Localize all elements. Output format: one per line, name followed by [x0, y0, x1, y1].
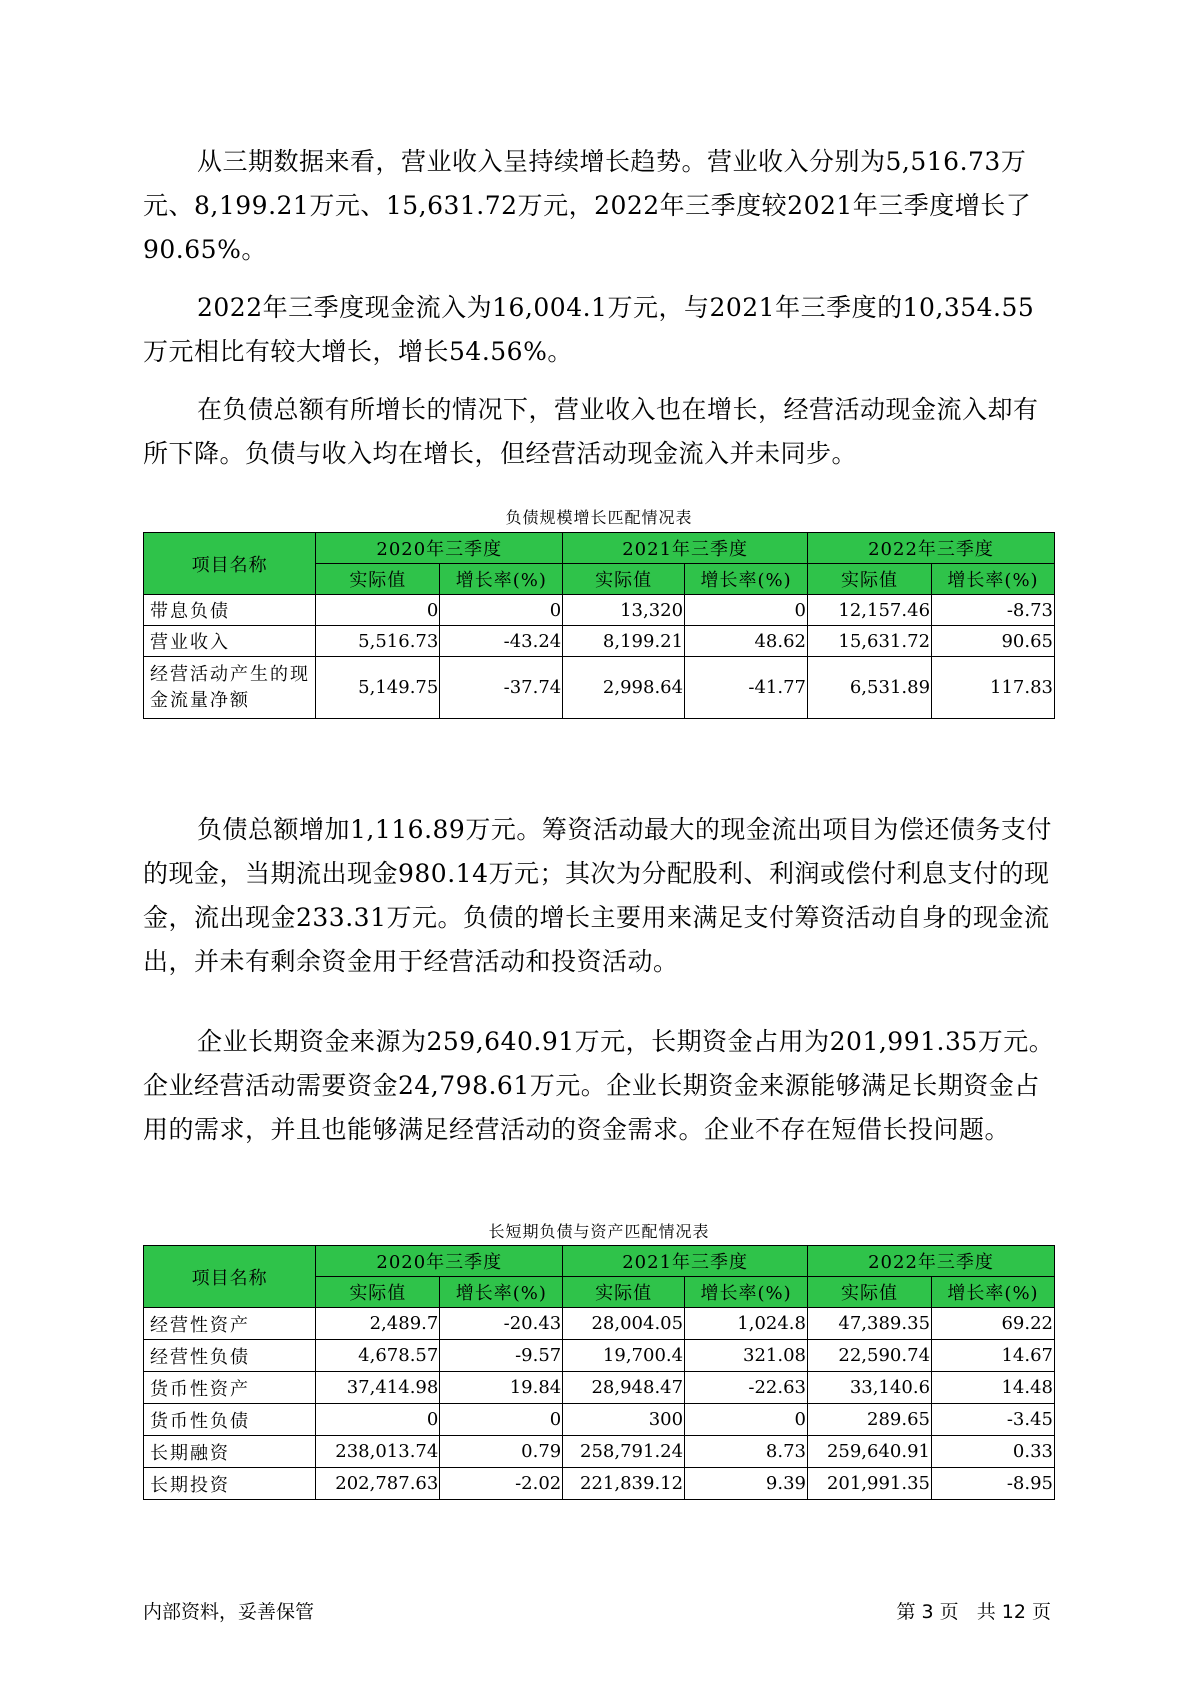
asset-liability-table [143, 1245, 1055, 1500]
cell-actual-2020: 202,787.63 [316, 1468, 440, 1500]
paragraph-debt-revenue: 在负债总额有所增长的情况下，营业收入也在增长，经营活动现金流入却有所下降。负债与收入均在增长，但经营活动现金流入并未同步。 [143, 395, 1039, 468]
cell-actual-2021: 13,320 [563, 595, 685, 626]
cell-growth-2021: 48.62 [685, 626, 808, 657]
cell-growth-2021: -22.63 [685, 1372, 808, 1404]
cell-growth-2020: -20.43 [440, 1308, 563, 1340]
cell-growth-2020: -2.02 [440, 1468, 563, 1500]
cell-growth-2022: -8.95 [932, 1468, 1055, 1500]
cell-growth-2022: 0.33 [932, 1436, 1055, 1468]
footer-confidential-note: 内部资料，妥善保管 [143, 1601, 315, 1623]
cell-growth-2022: 117.83 [932, 657, 1055, 719]
cell-actual-2021: 258,791.24 [563, 1436, 685, 1468]
cell-growth-2022: -8.73 [932, 595, 1055, 626]
cell-growth-2022: 14.67 [932, 1340, 1055, 1372]
cell-growth-2021: 0 [685, 595, 808, 626]
header-actual: 实际值 [316, 1277, 440, 1308]
cell-growth-2020: -9.57 [440, 1340, 563, 1372]
header-actual: 实际值 [563, 564, 685, 595]
cell-actual-2020: 0 [316, 595, 440, 626]
header-period-2020: 2020年三季度 [316, 1246, 563, 1277]
row-name: 长期投资 [144, 1468, 316, 1500]
header-growth: 增长率(%) [932, 1277, 1055, 1308]
row-name: 带息负债 [144, 595, 316, 626]
cell-growth-2021: 9.39 [685, 1468, 808, 1500]
table1-caption: 负债规模增长匹配情况表 [505, 508, 693, 527]
header-growth: 增长率(%) [440, 564, 563, 595]
paragraph-cash-inflow: 2022年三季度现金流入为16,004.1万元，与2021年三季度的10,354.55万元相比有较大增长，增长54.56%。 [143, 293, 1035, 366]
header-growth: 增长率(%) [685, 1277, 808, 1308]
footer-page-number: 第 3 页 共 12 页 [896, 1601, 1051, 1623]
cell-actual-2022: 6,531.89 [808, 657, 932, 719]
cell-growth-2021: 321.08 [685, 1340, 808, 1372]
cell-actual-2021: 221,839.12 [563, 1468, 685, 1500]
cell-actual-2022: 201,991.35 [808, 1468, 932, 1500]
cell-growth-2022: -3.45 [932, 1404, 1055, 1436]
table-row [144, 595, 1055, 626]
row-name: 经营性资产 [144, 1308, 316, 1340]
cell-actual-2021: 28,004.05 [563, 1308, 685, 1340]
cell-growth-2021: 0 [685, 1404, 808, 1436]
cell-actual-2022: 259,640.91 [808, 1436, 932, 1468]
cell-actual-2020: 37,414.98 [316, 1372, 440, 1404]
table-row [144, 1340, 1055, 1372]
header-actual: 实际值 [563, 1277, 685, 1308]
header-period-2020: 2020年三季度 [316, 533, 563, 564]
cell-actual-2020: 5,149.75 [316, 657, 440, 719]
paragraph-long-term-funding: 企业长期资金来源为259,640.91万元，长期资金占用为201,991.35万元。企业经营活动需要资金24,798.61万元。企业长期资金来源能够满足长期资金占用的需求，并且也能够满足经营活动的资金需求。企业不存在短借长投问题。 [143, 1027, 1055, 1144]
cell-actual-2022: 47,389.35 [808, 1308, 932, 1340]
header-period-2021: 2021年三季度 [563, 1246, 808, 1277]
table-row [144, 1436, 1055, 1468]
cell-actual-2022: 12,157.46 [808, 595, 932, 626]
table-row [144, 1468, 1055, 1500]
cell-actual-2022: 15,631.72 [808, 626, 932, 657]
cell-growth-2020: 0 [440, 595, 563, 626]
header-growth: 增长率(%) [932, 564, 1055, 595]
cell-actual-2020: 2,489.7 [316, 1308, 440, 1340]
table-row [144, 1372, 1055, 1404]
cell-growth-2020: -37.74 [440, 657, 563, 719]
cell-growth-2021: -41.77 [685, 657, 808, 719]
table-row [144, 1308, 1055, 1340]
cell-growth-2020: -43.24 [440, 626, 563, 657]
header-item-name: 项目名称 [144, 1246, 316, 1308]
header-item-name: 项目名称 [144, 533, 316, 595]
row-name: 经营活动产生的现金流量净额 [144, 657, 316, 719]
cell-actual-2022: 33,140.6 [808, 1372, 932, 1404]
debt-growth-table [143, 532, 1055, 719]
cell-growth-2022: 69.22 [932, 1308, 1055, 1340]
header-period-2022: 2022年三季度 [808, 533, 1055, 564]
table-row [144, 1404, 1055, 1436]
cell-actual-2022: 22,590.74 [808, 1340, 932, 1372]
row-name: 货币性资产 [144, 1372, 316, 1404]
cell-actual-2021: 2,998.64 [563, 657, 685, 719]
cell-actual-2020: 4,678.57 [316, 1340, 440, 1372]
cell-growth-2020: 0 [440, 1404, 563, 1436]
cell-growth-2021: 1,024.8 [685, 1308, 808, 1340]
cell-actual-2020: 238,013.74 [316, 1436, 440, 1468]
cell-actual-2020: 0 [316, 1404, 440, 1436]
cell-actual-2022: 289.65 [808, 1404, 932, 1436]
row-name: 长期融资 [144, 1436, 316, 1468]
cell-actual-2021: 8,199.21 [563, 626, 685, 657]
cell-actual-2021: 19,700.4 [563, 1340, 685, 1372]
paragraph-debt-increase: 负债总额增加1,116.89万元。筹资活动最大的现金流出项目为偿还债务支付的现金，当期流出现金980.14万元；其次为分配股利、利润或偿付利息支付的现金，流出现金233.31万元。负债的增长主要用来满足支付筹资活动自身的现金流出，并未有剩余资金用于经营活动和投资活动。 [143, 815, 1052, 976]
header-period-2021: 2021年三季度 [563, 533, 808, 564]
header-actual: 实际值 [316, 564, 440, 595]
cell-growth-2020: 0.79 [440, 1436, 563, 1468]
header-actual: 实际值 [808, 564, 932, 595]
row-name: 营业收入 [144, 626, 316, 657]
cell-growth-2020: 19.84 [440, 1372, 563, 1404]
cell-actual-2021: 300 [563, 1404, 685, 1436]
cell-actual-2020: 5,516.73 [316, 626, 440, 657]
row-name: 货币性负债 [144, 1404, 316, 1436]
header-growth: 增长率(%) [685, 564, 808, 595]
cell-growth-2021: 8.73 [685, 1436, 808, 1468]
cell-growth-2022: 90.65 [932, 626, 1055, 657]
cell-actual-2021: 28,948.47 [563, 1372, 685, 1404]
row-name: 经营性负债 [144, 1340, 316, 1372]
paragraph-revenue-trend: 从三期数据来看，营业收入呈持续增长趋势。营业收入分别为5,516.73万元、8,199.21万元、15,631.72万元，2022年三季度较2021年三季度增长了90.65%。 [143, 147, 1032, 264]
header-actual: 实际值 [808, 1277, 932, 1308]
header-growth: 增长率(%) [440, 1277, 563, 1308]
header-period-2022: 2022年三季度 [808, 1246, 1055, 1277]
table-row [144, 626, 1055, 657]
table-row [144, 657, 1055, 719]
cell-growth-2022: 14.48 [932, 1372, 1055, 1404]
table2-caption: 长短期负债与资产匹配情况表 [488, 1222, 710, 1241]
